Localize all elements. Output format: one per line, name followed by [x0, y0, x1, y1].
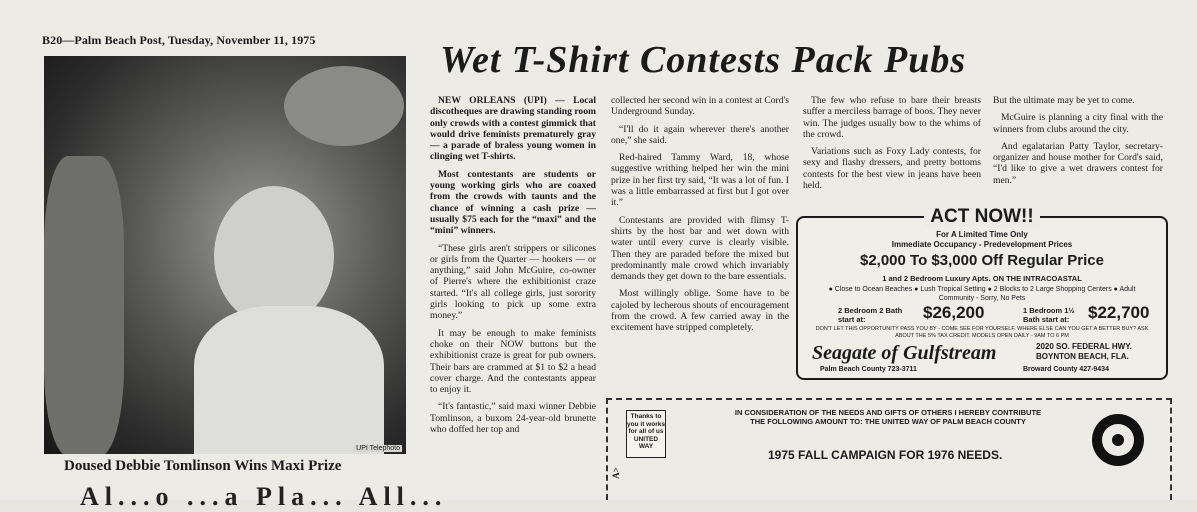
ad-line: Immediate Occupancy - Predevelopment Prices	[891, 240, 1073, 249]
paragraph: collected her second win in a contest at Cord's Underground Sunday.	[611, 95, 789, 118]
unit-label-2br: 2 Bedroom 2 Bath start at:	[838, 306, 903, 324]
article-column-1	[430, 95, 596, 441]
article-column-4	[993, 95, 1163, 192]
paragraph: Red-haired Tammy Ward, 18, whose suggestive writhing helped her win the mini prize in her first try said, “It was a lot of fun. I was a little embarrassed at first but I got over it.”	[611, 152, 789, 209]
unit-price-2br: $26,200	[923, 303, 985, 322]
ad-address: 2020 SO. FEDERAL HWY. BOYNTON BEACH, FLA.	[1036, 342, 1132, 361]
united-way-emblem-icon	[1092, 414, 1144, 466]
ad-offer: $2,000 To $3,000 Off Regular Price	[859, 252, 1104, 269]
ad-line: 1 and 2 Bedroom Luxury Apts. ON THE INTRACOASTAL	[882, 274, 1082, 283]
side-marker: A>	[610, 467, 621, 479]
ad-title: ACT NOW!!	[924, 206, 1039, 227]
photo-figure-left	[44, 156, 124, 454]
ad-phone-palm-beach: Palm Beach County 723-3711	[820, 366, 917, 373]
folio-line: B20—Palm Beach Post, Tuesday, November 11, 1975	[42, 33, 316, 47]
pledge-text: IN CONSIDERATION OF THE NEEDS AND GIFTS OF OTHERS I HEREBY CONTRIBUTE THE FOLLOWING AMOUNT TO: THE UNITED WAY OF PALM BEACH COUNTY	[734, 408, 1042, 426]
ad-fine-print: DON'T LET THIS OPPORTUNITY PASS YOU BY - COME SEE FOR YOURSELF. WHERE ELSE CAN YOU GET A BETTER BUY? ASK ABOUT THE 5% TAX CREDIT. MODELS OPEN DAILY - 9AM TO 6 PM	[815, 326, 1149, 339]
paragraph: And egalatarian Patty Taylor, secretary-organizer and house mother for Cord's said, “I'd like to give a wet drawers contest for men.”	[993, 140, 1163, 186]
cutoff-headline: Al...o ...a Pla... All...	[80, 482, 448, 511]
paragraph: “These girls aren't strippers or silicones or girls from the Quarter — hookers — or anything,” said John McGuire, co-owner of Pierre's where the exhibitionist craze started. “It's all college girls, just sorority girls looking to pick up some extra money.”	[430, 242, 596, 322]
paragraph: “It's fantastic,” said maxi winner Debbie Tomlinson, a buxom 24-year-old brunette who doffed her top and	[430, 401, 596, 436]
united-way-pledge-form	[606, 398, 1172, 500]
paragraph: Contestants are provided with flimsy T-shirts by the host bar and wet down with water until every curve is clearly visible. Then they are paraded before the mixed but predominantly male crowd which invariably demands they get down to the bare essentials.	[611, 214, 789, 283]
ad-phone-broward: Broward County 427-9434	[1023, 366, 1109, 373]
article-column-3	[803, 95, 981, 197]
photo-crowd	[284, 66, 404, 146]
photo-figure-shirt	[194, 306, 384, 454]
paragraph: But the ultimate may be yet to come.	[993, 95, 1135, 106]
article-column-2	[611, 95, 789, 340]
paragraph: Variations such as Foxy Lady contests, for sexy and flashy dressers, and pretty bottoms contests for the best view in jeans have been held.	[803, 146, 981, 192]
unit-price-1br: $22,700	[1088, 303, 1150, 322]
paragraph: It may be enough to make feminists choke on their NOW buttons but the exhibitionist craze is great for pub owners. Their bars are crammed at $1 to $2 a head cover charge. And the contestants appear to enjoy it.	[430, 327, 596, 396]
paragraph: McGuire is planning a city final with the winners from clubs around the city.	[993, 112, 1163, 135]
paragraph: NEW ORLEANS (UPI) — Local discotheques are drawing standing room only crowds with a contest gimmick that would drive feminists prematurely gray — a parade of braless young women in clinging wet T-shirts.	[430, 95, 596, 163]
news-photo	[44, 56, 406, 454]
photo-credit: UPI Telephoto	[356, 445, 400, 452]
ad-brand: Seagate of Gulfstream	[812, 342, 997, 364]
photo-caption: Doused Debbie Tomlinson Wins Maxi Prize	[64, 458, 342, 474]
real-estate-ad	[796, 206, 1168, 380]
article-headline: Wet T-Shirt Contests Pack Pubs	[440, 39, 967, 81]
united-way-logo: Thanks to you it works for all of us UNITED WAY	[626, 410, 666, 458]
campaign-title: 1975 FALL CAMPAIGN FOR 1976 NEEDS.	[768, 448, 1003, 462]
paragraph: Most willingly oblige. Some have to be cajoled by lecherous shouts of encouragement from the crowd. A few carried away in the excitement have stripped completely.	[611, 288, 789, 334]
paragraph: “I'll do it again wherever there's another one,” she said.	[611, 123, 789, 146]
paragraph: Most contestants are students or young working girls who are coaxed from the crowds with taunts and the chance of winning a cash prize — usually $75 each for the “maxi” and the “mini” winners.	[430, 168, 596, 237]
ad-amenities: ● Close to Ocean Beaches ● Lush Tropical Setting ● 2 Blocks to 2 Large Shopping Centers ● Adult Community - Sorry, No Pets	[828, 286, 1136, 302]
photo-figure-face	[214, 186, 334, 326]
unit-label-1br: 1 Bedroom 1½ Bath start at:	[1023, 306, 1075, 324]
ad-line: For A Limited Time Only	[936, 230, 1028, 239]
paragraph: The few who refuse to bare their breasts suffer a merciless barrage of boos. They never win. The judges usually bow to the whims of the crowd.	[803, 95, 981, 140]
